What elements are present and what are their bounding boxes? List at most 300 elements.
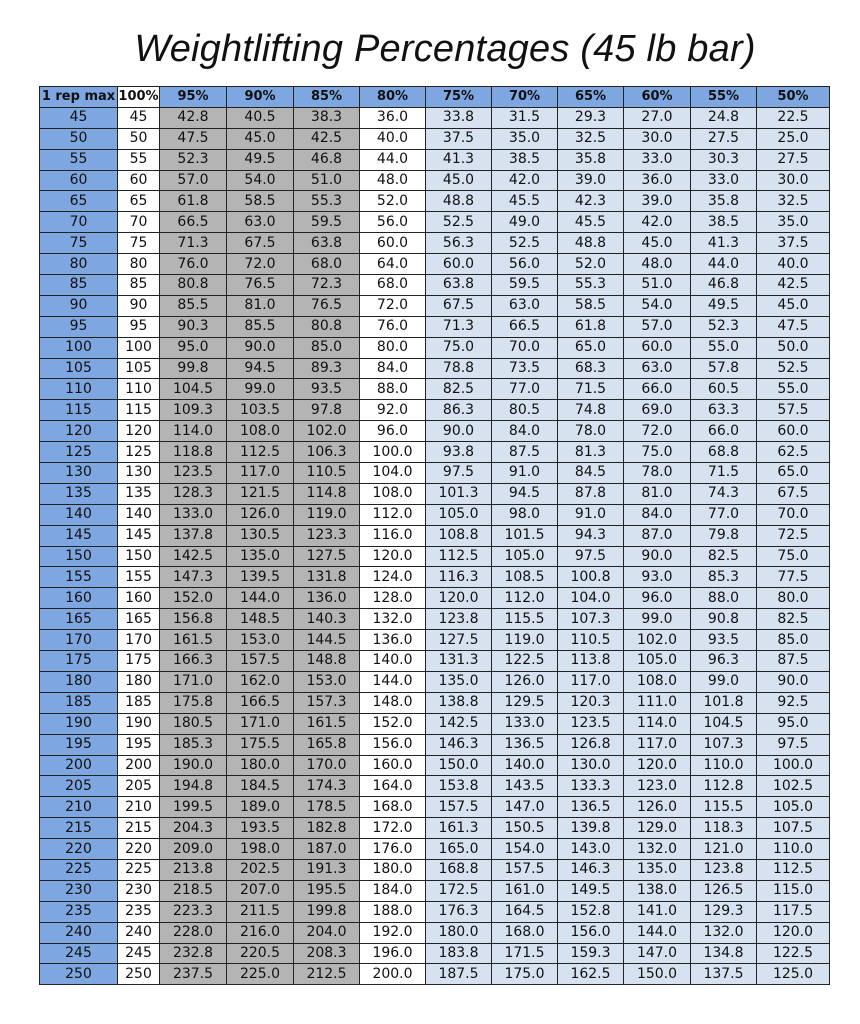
cell-pct-60: 42.0	[624, 212, 691, 233]
cell-pct-65: 68.3	[558, 358, 624, 379]
table-row	[40, 713, 830, 734]
cell-pct-60: 48.0	[624, 254, 691, 275]
cell-pct-80: 168.0	[360, 797, 426, 818]
cell-pct-70: 38.5	[492, 149, 558, 170]
cell-pct-90: 211.5	[227, 901, 294, 922]
cell-pct-100: 75	[118, 233, 160, 254]
cell-pct-70: 122.5	[492, 651, 558, 672]
table-row	[40, 671, 830, 692]
cell-pct-80: 160.0	[360, 755, 426, 776]
cell-pct-75: 142.5	[426, 713, 492, 734]
cell-pct-90: 85.5	[227, 316, 294, 337]
cell-pct-65: 97.5	[558, 546, 624, 567]
cell-one-rep-max: 240	[40, 922, 118, 943]
header-pct-50: 50%	[757, 87, 830, 108]
cell-pct-90: 58.5	[227, 191, 294, 212]
cell-pct-50: 52.5	[757, 358, 830, 379]
cell-pct-95: 52.3	[160, 149, 227, 170]
table-row	[40, 421, 830, 442]
cell-pct-70: 133.0	[492, 713, 558, 734]
cell-pct-55: 44.0	[691, 254, 757, 275]
cell-pct-55: 74.3	[691, 483, 757, 504]
cell-pct-95: 190.0	[160, 755, 227, 776]
cell-pct-50: 40.0	[757, 254, 830, 275]
cell-pct-75: 37.5	[426, 128, 492, 149]
cell-one-rep-max: 95	[40, 316, 118, 337]
cell-pct-95: 137.8	[160, 525, 227, 546]
cell-one-rep-max: 250	[40, 964, 118, 985]
cell-pct-60: 30.0	[624, 128, 691, 149]
cell-pct-100: 65	[118, 191, 160, 212]
cell-pct-70: 108.5	[492, 567, 558, 588]
cell-pct-90: 121.5	[227, 483, 294, 504]
cell-pct-75: 153.8	[426, 776, 492, 797]
cell-pct-60: 126.0	[624, 797, 691, 818]
table-row	[40, 922, 830, 943]
cell-pct-55: 88.0	[691, 588, 757, 609]
cell-one-rep-max: 215	[40, 818, 118, 839]
cell-pct-70: 70.0	[492, 337, 558, 358]
cell-pct-95: 199.5	[160, 797, 227, 818]
cell-pct-85: 110.5	[294, 463, 360, 484]
cell-pct-90: 193.5	[227, 818, 294, 839]
cell-pct-55: 132.0	[691, 922, 757, 943]
cell-pct-60: 57.0	[624, 316, 691, 337]
cell-pct-85: 63.8	[294, 233, 360, 254]
header-pct-85: 85%	[294, 87, 360, 108]
cell-one-rep-max: 150	[40, 546, 118, 567]
cell-pct-95: 61.8	[160, 191, 227, 212]
table-row	[40, 734, 830, 755]
cell-pct-65: 87.8	[558, 483, 624, 504]
cell-pct-65: 39.0	[558, 170, 624, 191]
cell-pct-65: 130.0	[558, 755, 624, 776]
header-pct-60: 60%	[624, 87, 691, 108]
header-pct-80: 80%	[360, 87, 426, 108]
cell-pct-80: 48.0	[360, 170, 426, 191]
header-pct-95: 95%	[160, 87, 227, 108]
cell-pct-80: 112.0	[360, 504, 426, 525]
cell-pct-75: 172.5	[426, 880, 492, 901]
cell-pct-65: 81.3	[558, 442, 624, 463]
cell-pct-60: 66.0	[624, 379, 691, 400]
cell-pct-95: 118.8	[160, 442, 227, 463]
cell-pct-70: 80.5	[492, 400, 558, 421]
cell-pct-85: 102.0	[294, 421, 360, 442]
cell-pct-80: 172.0	[360, 818, 426, 839]
cell-pct-50: 32.5	[757, 191, 830, 212]
table-row	[40, 483, 830, 504]
cell-pct-80: 84.0	[360, 358, 426, 379]
header-one-rep-max: 1 rep max	[40, 87, 118, 108]
cell-pct-100: 70	[118, 212, 160, 233]
cell-pct-65: 139.8	[558, 818, 624, 839]
cell-pct-100: 90	[118, 295, 160, 316]
cell-pct-80: 152.0	[360, 713, 426, 734]
cell-pct-95: 47.5	[160, 128, 227, 149]
cell-one-rep-max: 175	[40, 651, 118, 672]
cell-pct-65: 65.0	[558, 337, 624, 358]
table-row	[40, 233, 830, 254]
cell-pct-80: 156.0	[360, 734, 426, 755]
cell-pct-95: 147.3	[160, 567, 227, 588]
cell-pct-95: 123.5	[160, 463, 227, 484]
cell-one-rep-max: 135	[40, 483, 118, 504]
cell-pct-95: 204.3	[160, 818, 227, 839]
cell-pct-70: 98.0	[492, 504, 558, 525]
cell-pct-70: 171.5	[492, 943, 558, 964]
cell-pct-100: 80	[118, 254, 160, 275]
cell-pct-60: 81.0	[624, 483, 691, 504]
cell-pct-85: 208.3	[294, 943, 360, 964]
cell-pct-60: 147.0	[624, 943, 691, 964]
cell-pct-50: 67.5	[757, 483, 830, 504]
cell-pct-100: 50	[118, 128, 160, 149]
cell-pct-70: 52.5	[492, 233, 558, 254]
cell-pct-85: 161.5	[294, 713, 360, 734]
cell-pct-75: 67.5	[426, 295, 492, 316]
cell-pct-80: 44.0	[360, 149, 426, 170]
table-row	[40, 525, 830, 546]
cell-pct-80: 140.0	[360, 651, 426, 672]
cell-pct-50: 102.5	[757, 776, 830, 797]
cell-pct-80: 116.0	[360, 525, 426, 546]
cell-pct-80: 196.0	[360, 943, 426, 964]
cell-pct-85: 42.5	[294, 128, 360, 149]
cell-pct-70: 112.0	[492, 588, 558, 609]
cell-pct-90: 76.5	[227, 275, 294, 296]
cell-pct-90: 153.0	[227, 630, 294, 651]
cell-pct-70: 59.5	[492, 275, 558, 296]
cell-pct-85: 191.3	[294, 859, 360, 880]
cell-pct-60: 114.0	[624, 713, 691, 734]
cell-pct-95: 237.5	[160, 964, 227, 985]
cell-pct-55: 71.5	[691, 463, 757, 484]
cell-pct-95: 213.8	[160, 859, 227, 880]
cell-pct-95: 156.8	[160, 609, 227, 630]
cell-one-rep-max: 145	[40, 525, 118, 546]
cell-one-rep-max: 180	[40, 671, 118, 692]
cell-pct-90: 175.5	[227, 734, 294, 755]
cell-pct-85: 38.3	[294, 107, 360, 128]
table-row	[40, 337, 830, 358]
cell-pct-95: 133.0	[160, 504, 227, 525]
cell-pct-95: 194.8	[160, 776, 227, 797]
cell-pct-85: 144.5	[294, 630, 360, 651]
cell-pct-50: 105.0	[757, 797, 830, 818]
table-row	[40, 170, 830, 191]
header-pct-70: 70%	[492, 87, 558, 108]
cell-pct-65: 136.5	[558, 797, 624, 818]
cell-pct-90: 99.0	[227, 379, 294, 400]
cell-pct-65: 84.5	[558, 463, 624, 484]
cell-pct-90: 126.0	[227, 504, 294, 525]
cell-pct-60: 144.0	[624, 922, 691, 943]
table-row	[40, 839, 830, 860]
cell-one-rep-max: 185	[40, 692, 118, 713]
cell-pct-60: 84.0	[624, 504, 691, 525]
cell-pct-50: 85.0	[757, 630, 830, 651]
cell-pct-65: 61.8	[558, 316, 624, 337]
cell-pct-60: 63.0	[624, 358, 691, 379]
cell-pct-100: 250	[118, 964, 160, 985]
cell-pct-65: 45.5	[558, 212, 624, 233]
cell-pct-75: 127.5	[426, 630, 492, 651]
cell-pct-65: 123.5	[558, 713, 624, 734]
cell-pct-55: 112.8	[691, 776, 757, 797]
cell-pct-50: 112.5	[757, 859, 830, 880]
cell-pct-100: 180	[118, 671, 160, 692]
cell-pct-75: 90.0	[426, 421, 492, 442]
cell-pct-75: 165.0	[426, 839, 492, 860]
cell-pct-50: 107.5	[757, 818, 830, 839]
cell-pct-100: 95	[118, 316, 160, 337]
cell-pct-75: 112.5	[426, 546, 492, 567]
table-row	[40, 797, 830, 818]
cell-pct-65: 107.3	[558, 609, 624, 630]
cell-pct-100: 175	[118, 651, 160, 672]
cell-pct-80: 76.0	[360, 316, 426, 337]
cell-pct-60: 150.0	[624, 964, 691, 985]
cell-one-rep-max: 45	[40, 107, 118, 128]
cell-pct-80: 200.0	[360, 964, 426, 985]
cell-pct-85: 204.0	[294, 922, 360, 943]
cell-pct-60: 102.0	[624, 630, 691, 651]
cell-pct-50: 100.0	[757, 755, 830, 776]
cell-pct-55: 101.8	[691, 692, 757, 713]
cell-one-rep-max: 245	[40, 943, 118, 964]
cell-pct-55: 33.0	[691, 170, 757, 191]
cell-pct-55: 49.5	[691, 295, 757, 316]
cell-pct-50: 22.5	[757, 107, 830, 128]
cell-pct-80: 104.0	[360, 463, 426, 484]
cell-pct-95: 104.5	[160, 379, 227, 400]
cell-pct-100: 210	[118, 797, 160, 818]
cell-pct-50: 75.0	[757, 546, 830, 567]
cell-pct-95: 166.3	[160, 651, 227, 672]
table-body	[40, 107, 830, 984]
cell-pct-60: 135.0	[624, 859, 691, 880]
cell-pct-50: 50.0	[757, 337, 830, 358]
cell-pct-95: 66.5	[160, 212, 227, 233]
percentages-table	[39, 86, 830, 985]
cell-pct-100: 230	[118, 880, 160, 901]
cell-pct-95: 180.5	[160, 713, 227, 734]
table-row	[40, 358, 830, 379]
cell-one-rep-max: 230	[40, 880, 118, 901]
cell-one-rep-max: 200	[40, 755, 118, 776]
cell-pct-75: 123.8	[426, 609, 492, 630]
cell-pct-80: 56.0	[360, 212, 426, 233]
cell-pct-85: 85.0	[294, 337, 360, 358]
page-title: Weightlifting Percentages (45 lb bar)	[134, 28, 756, 70]
cell-pct-95: 42.8	[160, 107, 227, 128]
cell-pct-90: 45.0	[227, 128, 294, 149]
table-row	[40, 859, 830, 880]
cell-pct-95: 171.0	[160, 671, 227, 692]
cell-pct-65: 100.8	[558, 567, 624, 588]
header-pct-75: 75%	[426, 87, 492, 108]
cell-pct-85: 76.5	[294, 295, 360, 316]
cell-pct-70: 94.5	[492, 483, 558, 504]
cell-pct-65: 32.5	[558, 128, 624, 149]
cell-pct-85: 127.5	[294, 546, 360, 567]
cell-pct-60: 141.0	[624, 901, 691, 922]
cell-one-rep-max: 100	[40, 337, 118, 358]
cell-pct-70: 143.5	[492, 776, 558, 797]
cell-pct-50: 77.5	[757, 567, 830, 588]
cell-pct-95: 90.3	[160, 316, 227, 337]
cell-pct-60: 87.0	[624, 525, 691, 546]
cell-pct-75: 63.8	[426, 275, 492, 296]
table-row	[40, 943, 830, 964]
cell-pct-70: 84.0	[492, 421, 558, 442]
cell-pct-100: 85	[118, 275, 160, 296]
cell-pct-75: 45.0	[426, 170, 492, 191]
cell-pct-80: 36.0	[360, 107, 426, 128]
cell-pct-50: 110.0	[757, 839, 830, 860]
cell-pct-70: 63.0	[492, 295, 558, 316]
cell-pct-90: 162.0	[227, 671, 294, 692]
cell-pct-80: 68.0	[360, 275, 426, 296]
cell-pct-55: 41.3	[691, 233, 757, 254]
cell-pct-100: 110	[118, 379, 160, 400]
cell-pct-100: 200	[118, 755, 160, 776]
cell-pct-100: 245	[118, 943, 160, 964]
cell-pct-70: 49.0	[492, 212, 558, 233]
cell-pct-55: 77.0	[691, 504, 757, 525]
cell-pct-100: 165	[118, 609, 160, 630]
cell-pct-55: 129.3	[691, 901, 757, 922]
cell-pct-50: 87.5	[757, 651, 830, 672]
cell-pct-90: 202.5	[227, 859, 294, 880]
cell-pct-55: 85.3	[691, 567, 757, 588]
table-row	[40, 776, 830, 797]
cell-pct-95: 95.0	[160, 337, 227, 358]
header-pct-100: 100%	[118, 87, 160, 108]
cell-pct-90: 63.0	[227, 212, 294, 233]
cell-pct-80: 52.0	[360, 191, 426, 212]
cell-pct-50: 72.5	[757, 525, 830, 546]
cell-pct-55: 99.0	[691, 671, 757, 692]
cell-pct-75: 93.8	[426, 442, 492, 463]
cell-one-rep-max: 170	[40, 630, 118, 651]
cell-pct-50: 70.0	[757, 504, 830, 525]
cell-pct-75: 120.0	[426, 588, 492, 609]
cell-pct-60: 99.0	[624, 609, 691, 630]
cell-pct-85: 131.8	[294, 567, 360, 588]
cell-pct-70: 175.0	[492, 964, 558, 985]
cell-pct-85: 170.0	[294, 755, 360, 776]
cell-pct-50: 65.0	[757, 463, 830, 484]
cell-pct-85: 93.5	[294, 379, 360, 400]
cell-pct-60: 90.0	[624, 546, 691, 567]
cell-pct-90: 225.0	[227, 964, 294, 985]
cell-pct-75: 41.3	[426, 149, 492, 170]
cell-pct-85: 123.3	[294, 525, 360, 546]
cell-pct-70: 66.5	[492, 316, 558, 337]
cell-pct-70: 140.0	[492, 755, 558, 776]
table-row	[40, 609, 830, 630]
cell-pct-85: 114.8	[294, 483, 360, 504]
header-pct-90: 90%	[227, 87, 294, 108]
cell-pct-55: 46.8	[691, 275, 757, 296]
cell-pct-100: 150	[118, 546, 160, 567]
cell-pct-75: 60.0	[426, 254, 492, 275]
cell-pct-70: 31.5	[492, 107, 558, 128]
cell-pct-75: 187.5	[426, 964, 492, 985]
cell-pct-65: 91.0	[558, 504, 624, 525]
cell-one-rep-max: 125	[40, 442, 118, 463]
cell-pct-85: 157.3	[294, 692, 360, 713]
cell-pct-80: 100.0	[360, 442, 426, 463]
cell-pct-65: 156.0	[558, 922, 624, 943]
cell-pct-100: 60	[118, 170, 160, 191]
cell-pct-60: 111.0	[624, 692, 691, 713]
cell-pct-75: 138.8	[426, 692, 492, 713]
cell-one-rep-max: 50	[40, 128, 118, 149]
cell-one-rep-max: 220	[40, 839, 118, 860]
cell-pct-85: 80.8	[294, 316, 360, 337]
cell-pct-65: 104.0	[558, 588, 624, 609]
cell-pct-100: 205	[118, 776, 160, 797]
table-row	[40, 546, 830, 567]
cell-pct-100: 185	[118, 692, 160, 713]
cell-pct-95: 223.3	[160, 901, 227, 922]
cell-pct-50: 82.5	[757, 609, 830, 630]
cell-pct-60: 27.0	[624, 107, 691, 128]
cell-pct-60: 117.0	[624, 734, 691, 755]
cell-pct-95: 175.8	[160, 692, 227, 713]
cell-pct-90: 112.5	[227, 442, 294, 463]
cell-pct-55: 134.8	[691, 943, 757, 964]
cell-pct-90: 108.0	[227, 421, 294, 442]
cell-pct-55: 55.0	[691, 337, 757, 358]
cell-pct-80: 60.0	[360, 233, 426, 254]
table-row	[40, 504, 830, 525]
cell-pct-55: 63.3	[691, 400, 757, 421]
cell-pct-85: 199.8	[294, 901, 360, 922]
cell-pct-75: 97.5	[426, 463, 492, 484]
table-row	[40, 442, 830, 463]
cell-pct-50: 122.5	[757, 943, 830, 964]
cell-pct-75: 48.8	[426, 191, 492, 212]
cell-pct-55: 82.5	[691, 546, 757, 567]
table-row	[40, 463, 830, 484]
cell-pct-55: 38.5	[691, 212, 757, 233]
cell-one-rep-max: 225	[40, 859, 118, 880]
cell-pct-100: 115	[118, 400, 160, 421]
cell-one-rep-max: 195	[40, 734, 118, 755]
cell-pct-90: 90.0	[227, 337, 294, 358]
table-row	[40, 295, 830, 316]
cell-pct-50: 120.0	[757, 922, 830, 943]
cell-pct-70: 101.5	[492, 525, 558, 546]
cell-pct-65: 94.3	[558, 525, 624, 546]
cell-pct-50: 92.5	[757, 692, 830, 713]
cell-pct-75: 82.5	[426, 379, 492, 400]
cell-pct-70: 164.5	[492, 901, 558, 922]
cell-pct-95: 161.5	[160, 630, 227, 651]
cell-pct-55: 30.3	[691, 149, 757, 170]
cell-pct-70: 161.0	[492, 880, 558, 901]
cell-pct-75: 108.8	[426, 525, 492, 546]
cell-pct-70: 91.0	[492, 463, 558, 484]
cell-pct-75: 180.0	[426, 922, 492, 943]
cell-one-rep-max: 205	[40, 776, 118, 797]
cell-pct-55: 115.5	[691, 797, 757, 818]
cell-one-rep-max: 140	[40, 504, 118, 525]
